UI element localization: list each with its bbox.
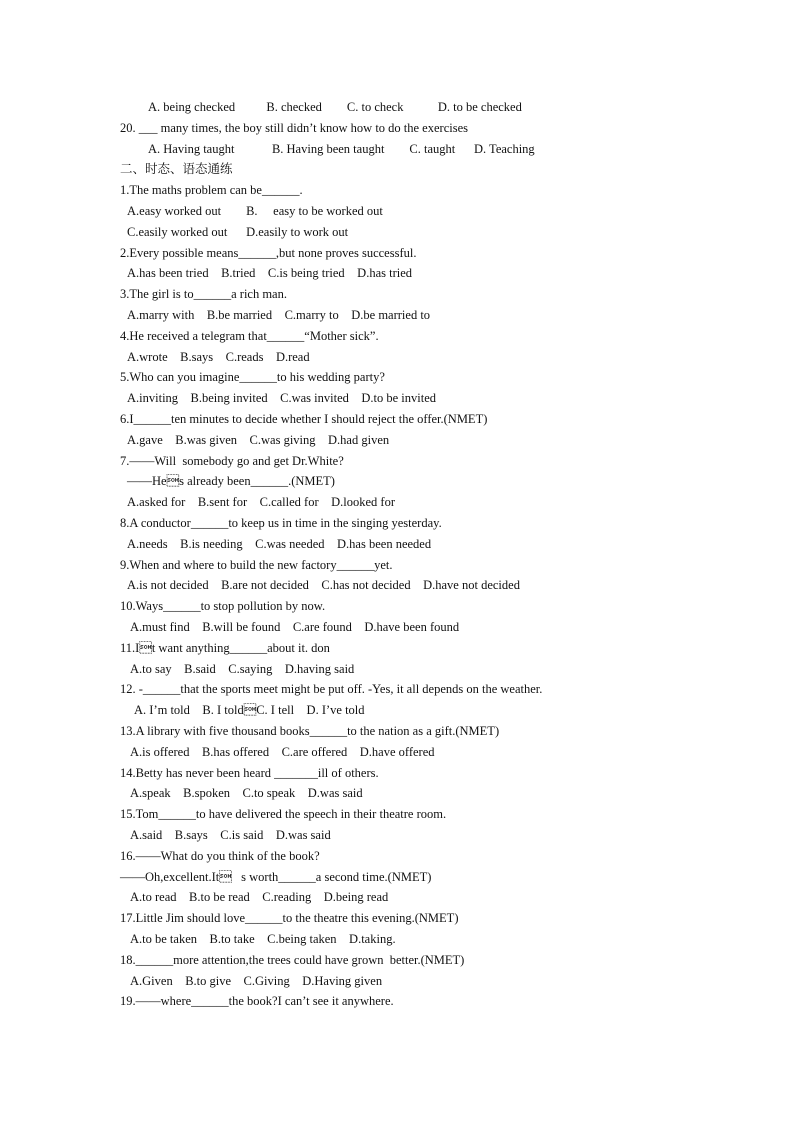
q17-options: A.to be taken B.to take C.being taken D.taking. — [130, 932, 396, 946]
q6-stem: 6.I______ten minutes to decide whether I should reject the offer.(NMET) — [120, 412, 488, 426]
q3-options: A.marry with B.be married C.marry to D.be married to — [127, 308, 431, 322]
q9-options: A.is not decided B.are not decided C.has not decided D.have not decided — [127, 578, 520, 592]
q15-stem: 15.Tom______to have delivered the speech in their theatre room. — [120, 807, 447, 821]
q11-stem: 11.It want anything______about it. don — [120, 641, 330, 655]
q14-options: A.speak B.spoken C.to speak D.was said — [130, 786, 363, 800]
q12-options: A. I’m told B. I toldC. I tell D. I’ve told — [134, 703, 365, 717]
q16-stem: 16.——What do you think of the book? — [120, 849, 320, 863]
q14-stem: 14.Betty has never been heard _______ill of others. — [120, 766, 379, 780]
q15-options: A.said B.says C.is said D.was said — [130, 828, 331, 842]
q10-stem: 10.Ways______to stop pollution by now. — [120, 599, 326, 613]
q16-reply: ——Oh,excellent.It s worth______a second time.(NMET) — [120, 870, 432, 884]
q3-stem: 3.The girl is to______a rich man. — [120, 287, 287, 301]
q4-options: A.wrote B.says C.reads D.read — [127, 350, 310, 364]
q5-options: A.inviting B.being invited C.was invited D.to be invited — [127, 391, 437, 405]
q8-options: A.needs B.is needing C.was needed D.has been needed — [127, 537, 432, 551]
q2-options: A.has been tried B.tried C.is being tried D.has tried — [127, 266, 413, 280]
q18-stem: 18.______more attention,the trees could have grown better.(NMET) — [120, 953, 465, 967]
q7-options: A.asked for B.sent for C.called for D.looked for — [127, 495, 395, 509]
q1-stem: 1.The maths problem can be______. — [120, 183, 303, 197]
q6-options: A.gave B.was given C.was giving D.had given — [127, 433, 390, 447]
q7-stem: 7.——Will somebody go and get Dr.White? — [120, 454, 344, 468]
q12-stem: 12. -______that the sports meet might be put off. -Yes, it all depends on the weather. — [120, 682, 543, 696]
q9-stem: 9.When and where to build the new factory______yet. — [120, 558, 393, 572]
q19-options: A. being checked B. checked C. to check D. to be checked — [148, 100, 522, 114]
q8-stem: 8.A conductor______to keep us in time in the singing yesterday. — [120, 516, 442, 530]
q20-stem: 20. ___ many times, the boy still didn’t know how to do the exercises — [120, 121, 468, 135]
q13-options: A.is offered B.has offered C.are offered D.have offered — [130, 745, 435, 759]
q4-stem: 4.He received a telegram that______“Mother sick”. — [120, 329, 379, 343]
q1-options-c-d: C.easily worked out D.easily to work out — [127, 225, 349, 239]
q20-options: A. Having taught B. Having been taught C. taught D. Teaching — [148, 142, 535, 156]
q7-reply: ——Hes already been______.(NMET) — [127, 474, 335, 488]
q5-stem: 5.Who can you imagine______to his wedding party? — [120, 370, 385, 384]
q17-stem: 17.Little Jim should love______to the theatre this evening.(NMET) — [120, 911, 459, 925]
q2-stem: 2.Every possible means______,but none proves successful. — [120, 246, 417, 260]
q1-options-a-b: A.easy worked out B. easy to be worked out — [127, 204, 383, 218]
section-heading: 二、时态、语态通练 — [120, 161, 233, 176]
q16-options: A.to read B.to be read C.reading D.being read — [130, 890, 389, 904]
q10-options: A.must find B.will be found C.are found D.have been found — [130, 620, 460, 634]
q11-options: A.to say B.said C.saying D.having said — [130, 662, 355, 676]
q19-stem: 19.——where______the book?I can’t see it anywhere. — [120, 994, 394, 1008]
q13-stem: 13.A library with five thousand books______to the nation as a gift.(NMET) — [120, 724, 500, 738]
q18-options: A.Given B.to give C.Giving D.Having given — [130, 974, 383, 988]
